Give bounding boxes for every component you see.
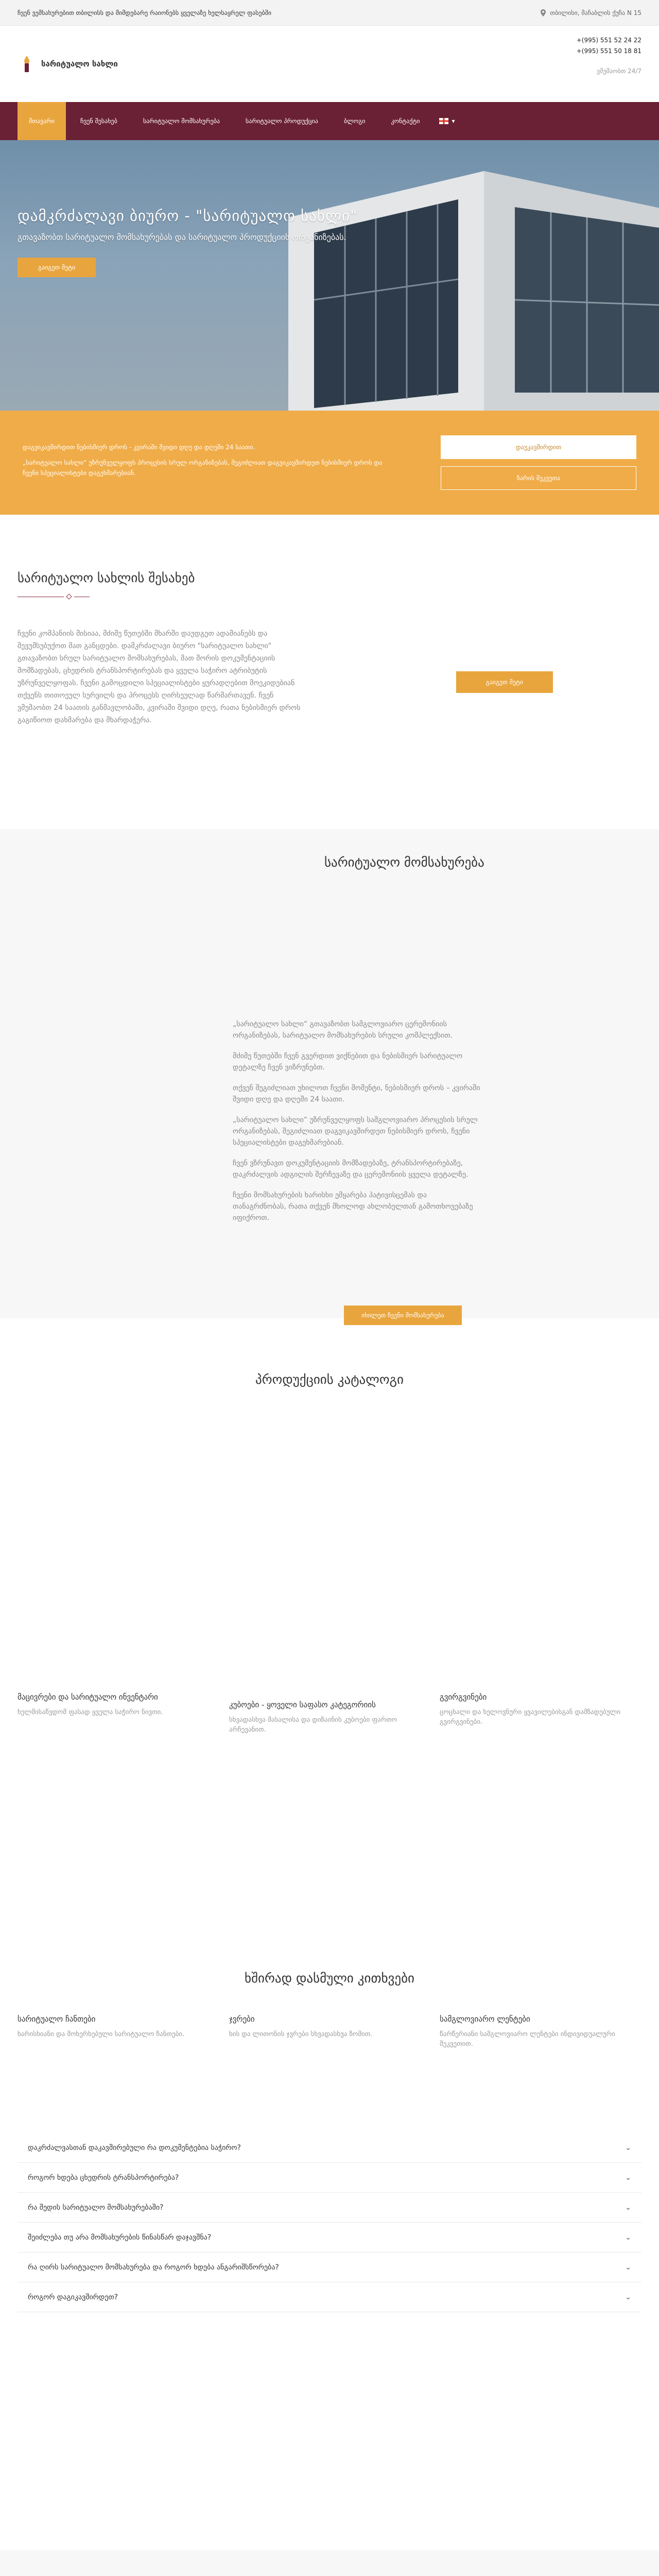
contact-band xyxy=(0,411,659,515)
ornament-divider xyxy=(18,595,641,599)
nav-home[interactable]: მთავარი xyxy=(18,102,66,140)
band-text xyxy=(23,442,383,483)
nav-services[interactable]: სარიტუალო მომსახურება xyxy=(143,117,220,125)
faq-question: რა ღირს სარიტუალო მომსახურება და როგორ ხდება ანგარიშსწორება? xyxy=(28,2263,279,2272)
faq-question: როგორ დაგიკავშირდეთ? xyxy=(28,2293,118,2301)
services-p5: ჩვენ ვზრუნავთ დოკუმენტაციის მომზადებაზე, ტრანსპორტირებაზე, დაკრძალვის ადგილის შერჩევაზე და ცერემონიის ყველა დეტალზე. xyxy=(233,1159,469,1179)
services-button[interactable]: იხილეთ ჩვენი მომსახურება xyxy=(344,1306,462,1325)
about-learn-more-button[interactable]: გაიგეთ მეტი xyxy=(456,671,553,693)
callback-button[interactable]: ზარის შეკვეთა xyxy=(441,466,636,490)
services-section xyxy=(0,829,659,1318)
faq-item[interactable] xyxy=(18,2163,641,2193)
nav-blog[interactable]: ბლოგი xyxy=(343,117,366,125)
faq-item[interactable] xyxy=(18,2282,641,2312)
services-p2: მძიმე წუთებში ჩვენ გვერდით ვიქნებით და ნებისმიერ სარიტუალო დეტალზე ჩვენ ვიზრუნებთ. xyxy=(233,1052,463,1072)
chevron-down-icon: ⌄ xyxy=(625,2143,631,2152)
services-p4: „სარიტუალო სახლი“ უზრუნველყოფს სამგლოვიარო პროცესის სრულ ორგანიზებას, შეგიძლიათ დაგვიკავშირდეთ ნებისმიერ დროს, ჩვენი სპეციალისტები დაგეხმარებიან. xyxy=(233,1116,478,1147)
about-section xyxy=(0,515,659,829)
nav-contact[interactable]: კონტაქტი xyxy=(391,117,420,125)
address xyxy=(541,9,641,16)
blog-section xyxy=(0,2550,659,2576)
product-card[interactable] xyxy=(229,1700,414,1735)
chevron-down-icon: ⌄ xyxy=(625,2173,631,2182)
faq-title: ხშირად დასმული კითხვები xyxy=(245,1971,414,1986)
product-name: კუბოები - ყოველი საფასო კატეგორიის xyxy=(229,1700,376,1709)
flag-ge-icon xyxy=(439,118,448,124)
chevron-down-icon: ⌄ xyxy=(625,2233,631,2242)
services-p1: „სარიტუალო სახლი“ გთავაზობთ სამგლოვიარო ცერემონიის ორგანიზებას, სარიტუალო მომსახურების სრული კომპლექსით. xyxy=(233,1020,453,1040)
product-card[interactable] xyxy=(440,1692,625,1727)
product-name: ჯვრები xyxy=(229,2014,255,2024)
faq-question: დაკრძალვასთან დაკავშირებული რა დოკუმენტებია საჭირო? xyxy=(28,2143,241,2152)
hero-copy xyxy=(18,207,357,277)
faq-item[interactable] xyxy=(18,2193,641,2223)
faq-item[interactable] xyxy=(18,2133,641,2163)
phone-2[interactable]: +(995) 551 50 18 81 xyxy=(576,47,641,55)
brand-name: სარიტუალო სახლი xyxy=(41,59,118,69)
working-hours: ვმუშაობთ 24/7 xyxy=(596,67,641,75)
header-contacts xyxy=(577,35,641,77)
band-line-1: დაგვიკავშირდით ნებისმიერ დროს - კვირაში შვიდი დღე და დღეში 24 საათი. xyxy=(23,444,255,451)
product-desc: სხვადასხვა მასალისა და დიზაინის კუბოები ფართო არჩევანით. xyxy=(229,1716,397,1734)
building-image xyxy=(216,150,659,411)
chevron-down-icon: ⌄ xyxy=(625,2293,631,2301)
hero-title: დამკრძალავი ბიურო - "სარიტუალო სახლი" xyxy=(18,207,358,225)
chevron-down-icon: ⌄ xyxy=(625,2203,631,2212)
product-desc: წარწერიანი სამგლოვიარო ლენტები ინდივიდუალური შეკვეთით. xyxy=(440,2030,615,2048)
hero-subtitle: გთავაზობთ სარიტუალო მომსახურებას და სარიტუალო პროდუქციის ორგანიზებას. xyxy=(18,232,346,242)
hero-banner xyxy=(0,140,659,411)
candle-logo-icon xyxy=(18,55,36,73)
faq-list xyxy=(18,2133,641,2312)
contact-button[interactable]: დაუკავშირდით xyxy=(441,435,636,459)
services-text xyxy=(233,1019,482,1233)
main-nav xyxy=(0,102,659,140)
faq-section xyxy=(0,1906,659,2550)
site-header xyxy=(0,26,659,102)
product-name: მაცივრები და სარიტუალო ინვენტარი xyxy=(18,1692,158,1702)
product-name: გვირგვინები xyxy=(440,1692,487,1702)
about-title: სარიტუალო სახლის შესახებ xyxy=(18,570,195,585)
about-text: ჩვენი კომპანიის მისიაა, მძიმე წუთებში მხარში დაუდგეთ ადამიანებს და შევუმსუბუქოთ მათ განცდები. დამკრძალავი ბიურო "სარიტუალო სახლი" გთავაზობთ სრულ სარიტუალო მომსახურებას, მათ შორის დოკუმენტაციის მომზადებას, ცხედრის ტრანსპორტირებას და ყველა საჭირო ატრიბუტის უზრუნველყოფას. ჩვენი გამოცდილი სპეციალისტები ყურადღებით მოეკიდებიან თქვენს თითოეულ სურვილს და პროცესს ღირსეულად წარმართავენ. ჩვენ ვმუშაობთ 24 საათის განმავლობაში, კვირაში შვიდი დღე, რათა ნებისმიერ დროს გაგიწიოთ დახმარება და მხარდაჭერა. xyxy=(18,630,301,724)
product-desc: ხის და ლითონის ჯვრები სხვადასხვა ზომით. xyxy=(229,2030,373,2038)
faq-question: შეიძლება თუ არა მომსახურების წინასწარ დაჯავშნა? xyxy=(28,2233,212,2242)
product-desc: ხელმისაწვდომ ფასად ყველა საჭირო ნივთი. xyxy=(18,1708,163,1716)
chevron-down-icon: ▾ xyxy=(452,117,455,125)
chevron-down-icon: ⌄ xyxy=(625,2263,631,2272)
nav-products[interactable]: სარიტუალო პროდუქცია xyxy=(246,117,318,125)
product-name: სამგლოვიარო ლენტები xyxy=(440,2014,530,2024)
product-desc: ხარისხიანი და მოხერხებული სარიტუალო ჩანთები. xyxy=(18,2030,185,2038)
faq-question: რა შედის სარიტუალო მომსახურებაში? xyxy=(28,2203,164,2212)
site-logo[interactable] xyxy=(18,55,118,73)
services-p3: თქვენ შეგიძლიათ უხილოთ ჩვენი მომენტი, ნებისმიერ დროს – კვირაში შვიდი დღე და დღეში 24 საათი. xyxy=(233,1084,480,1104)
services-p6: ჩვენი მომსახურების ხარისხი ემყარება პატივისცემას და თანაგრძნობას, რათა თქვენ მხოლოდ ახლობელთან გამოთხოვებაზე იფიქროთ. xyxy=(233,1191,473,1222)
band-buttons xyxy=(441,435,636,490)
nav-about[interactable]: ჩვენ შესახებ xyxy=(80,117,117,125)
product-name: სარიტუალო ჩანთები xyxy=(18,2014,96,2024)
faq-question: როგორ ხდება ცხედრის ტრანსპორტირება? xyxy=(28,2173,179,2182)
product-desc: ცოცხალი და ხელოვნური ყვავილებისგან დამზადებული გვირგვინები. xyxy=(440,1708,621,1726)
hero-learn-more-button[interactable]: გაიგეთ მეტი xyxy=(18,258,96,277)
language-switcher[interactable] xyxy=(434,102,460,140)
product-card[interactable] xyxy=(18,1692,203,1717)
catalog-title: პროდუქციის კატალოგი xyxy=(255,1372,404,1387)
services-title: სარიტუალო მომსახურება xyxy=(324,855,484,870)
faq-item[interactable] xyxy=(18,2223,641,2252)
top-bar xyxy=(0,0,659,26)
band-line-2: „სარიტუალო სახლი“ უზრუნველყოფს პროცესის სრულ ორგანიზებას, შეგიძლიათ დაგვიკავშირდეთ ნებისმიერ დროს და ჩვენი სპეციალისტები დაგეხმარებიან. xyxy=(23,459,383,477)
address-text: თბილისი, მაჩაბლის ქუჩა N 15 xyxy=(550,9,641,16)
top-notice: ჩვენ ვემსახურებით თბილისს და მიმდებარე რაიონებს ყველაზე ხელსაყრელ ფასებში xyxy=(18,9,272,16)
faq-item[interactable] xyxy=(18,2252,641,2282)
location-pin-icon xyxy=(541,9,546,16)
phone-1[interactable]: +(995) 551 52 24 22 xyxy=(576,37,641,44)
